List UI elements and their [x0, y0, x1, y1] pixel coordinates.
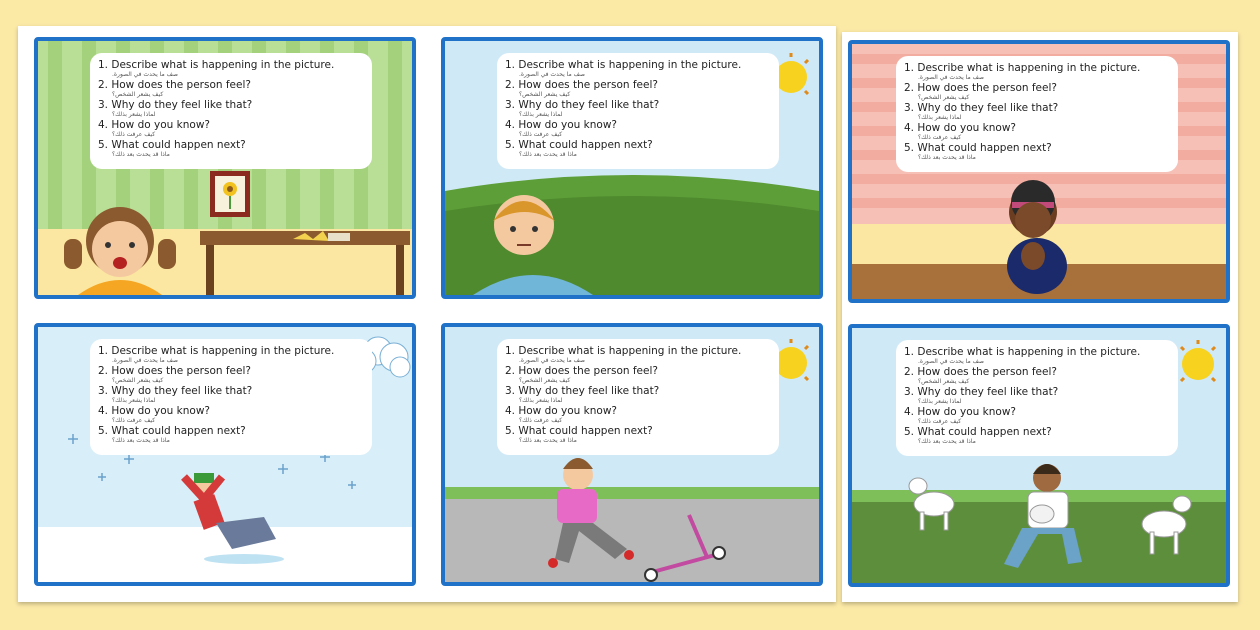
question-5-translation: ماذا قد يحدث بعد ذلك؟	[519, 437, 577, 444]
question-5: 5. What could happen next?	[505, 139, 653, 151]
question-3-translation: لماذا يشعر بذلك؟	[519, 111, 563, 118]
question-4: 4. How do you know?	[904, 122, 1016, 134]
question-5: 5. What could happen next?	[505, 425, 653, 437]
question-4-translation: كيف عرفت ذلك؟	[918, 134, 962, 141]
question-box	[90, 53, 372, 169]
question-5-translation: ماذا قد يحدث بعد ذلك؟	[112, 151, 170, 158]
question-1: 1. Describe what is happening in the picture.	[98, 345, 335, 357]
question-2-translation: كيف يشعر الشخص؟	[519, 377, 571, 384]
question-4: 4. How do you know?	[505, 119, 617, 131]
question-box	[90, 339, 372, 455]
card-slipping-boy	[34, 323, 416, 586]
card-boy-with-lamb	[848, 324, 1230, 587]
question-4: 4. How do you know?	[904, 406, 1016, 418]
question-3: 3. Why do they feel like that?	[98, 385, 253, 397]
question-5: 5. What could happen next?	[904, 426, 1052, 438]
question-1-translation: صف ما يحدث في الصورة.	[918, 358, 984, 365]
card-child-holding-hands	[848, 40, 1230, 303]
sun-icon	[775, 347, 807, 379]
question-5-translation: ماذا قد يحدث بعد ذلك؟	[918, 438, 976, 445]
question-5: 5. What could happen next?	[98, 425, 246, 437]
question-2-translation: كيف يشعر الشخص؟	[918, 378, 970, 385]
question-3: 3. Why do they feel like that?	[505, 99, 660, 111]
question-2-translation: كيف يشعر الشخص؟	[112, 91, 164, 98]
question-5: 5. What could happen next?	[98, 139, 246, 151]
question-2: 2. How does the person feel?	[904, 366, 1057, 378]
question-box	[896, 56, 1178, 172]
question-4-translation: كيف عرفت ذلك؟	[918, 418, 962, 425]
question-4: 4. How do you know?	[98, 119, 210, 131]
question-box	[896, 340, 1178, 456]
question-4: 4. How do you know?	[98, 405, 210, 417]
question-3-translation: لماذا يشعر بذلك؟	[112, 111, 156, 118]
question-3-translation: لماذا يشعر بذلك؟	[918, 398, 962, 405]
question-3-translation: لماذا يشعر بذلك؟	[918, 114, 962, 121]
card-fallen-scooter-girl	[441, 323, 823, 586]
question-4: 4. How do you know?	[505, 405, 617, 417]
question-1-translation: صف ما يحدث في الصورة.	[112, 357, 178, 364]
question-2-translation: كيف يشعر الشخص؟	[112, 377, 164, 384]
question-1: 1. Describe what is happening in the picture.	[904, 346, 1141, 358]
question-5: 5. What could happen next?	[904, 142, 1052, 154]
question-1-translation: صف ما يحدث في الصورة.	[519, 357, 585, 364]
question-3: 3. Why do they feel like that?	[904, 102, 1059, 114]
question-2: 2. How does the person feel?	[505, 79, 658, 91]
card-crying-girl	[34, 37, 416, 299]
question-3: 3. Why do they feel like that?	[98, 99, 253, 111]
question-3-translation: لماذا يشعر بذلك؟	[112, 397, 156, 404]
question-box	[497, 339, 779, 455]
question-1: 1. Describe what is happening in the picture.	[505, 345, 742, 357]
question-3: 3. Why do they feel like that?	[904, 386, 1059, 398]
question-3: 3. Why do they feel like that?	[505, 385, 660, 397]
question-4-translation: كيف عرفت ذلك؟	[519, 417, 563, 424]
question-1: 1. Describe what is happening in the picture.	[98, 59, 335, 71]
sun-icon	[1182, 348, 1214, 380]
question-2-translation: كيف يشعر الشخص؟	[918, 94, 970, 101]
card-worried-boy	[441, 37, 823, 299]
question-1: 1. Describe what is happening in the picture.	[505, 59, 742, 71]
question-4-translation: كيف عرفت ذلك؟	[519, 131, 563, 138]
question-3-translation: لماذا يشعر بذلك؟	[519, 397, 563, 404]
question-2: 2. How does the person feel?	[98, 79, 251, 91]
question-2: 2. How does the person feel?	[98, 365, 251, 377]
question-5-translation: ماذا قد يحدث بعد ذلك؟	[918, 154, 976, 161]
question-2-translation: كيف يشعر الشخص؟	[519, 91, 571, 98]
question-4-translation: كيف عرفت ذلك؟	[112, 131, 156, 138]
question-4-translation: كيف عرفت ذلك؟	[112, 417, 156, 424]
question-1: 1. Describe what is happening in the picture.	[904, 62, 1141, 74]
question-1-translation: صف ما يحدث في الصورة.	[519, 71, 585, 78]
question-box	[497, 53, 779, 169]
question-1-translation: صف ما يحدث في الصورة.	[112, 71, 178, 78]
question-2: 2. How does the person feel?	[904, 82, 1057, 94]
question-5-translation: ماذا قد يحدث بعد ذلك؟	[112, 437, 170, 444]
question-1-translation: صف ما يحدث في الصورة.	[918, 74, 984, 81]
sun-icon	[775, 61, 807, 93]
question-5-translation: ماذا قد يحدث بعد ذلك؟	[519, 151, 577, 158]
question-2: 2. How does the person feel?	[505, 365, 658, 377]
